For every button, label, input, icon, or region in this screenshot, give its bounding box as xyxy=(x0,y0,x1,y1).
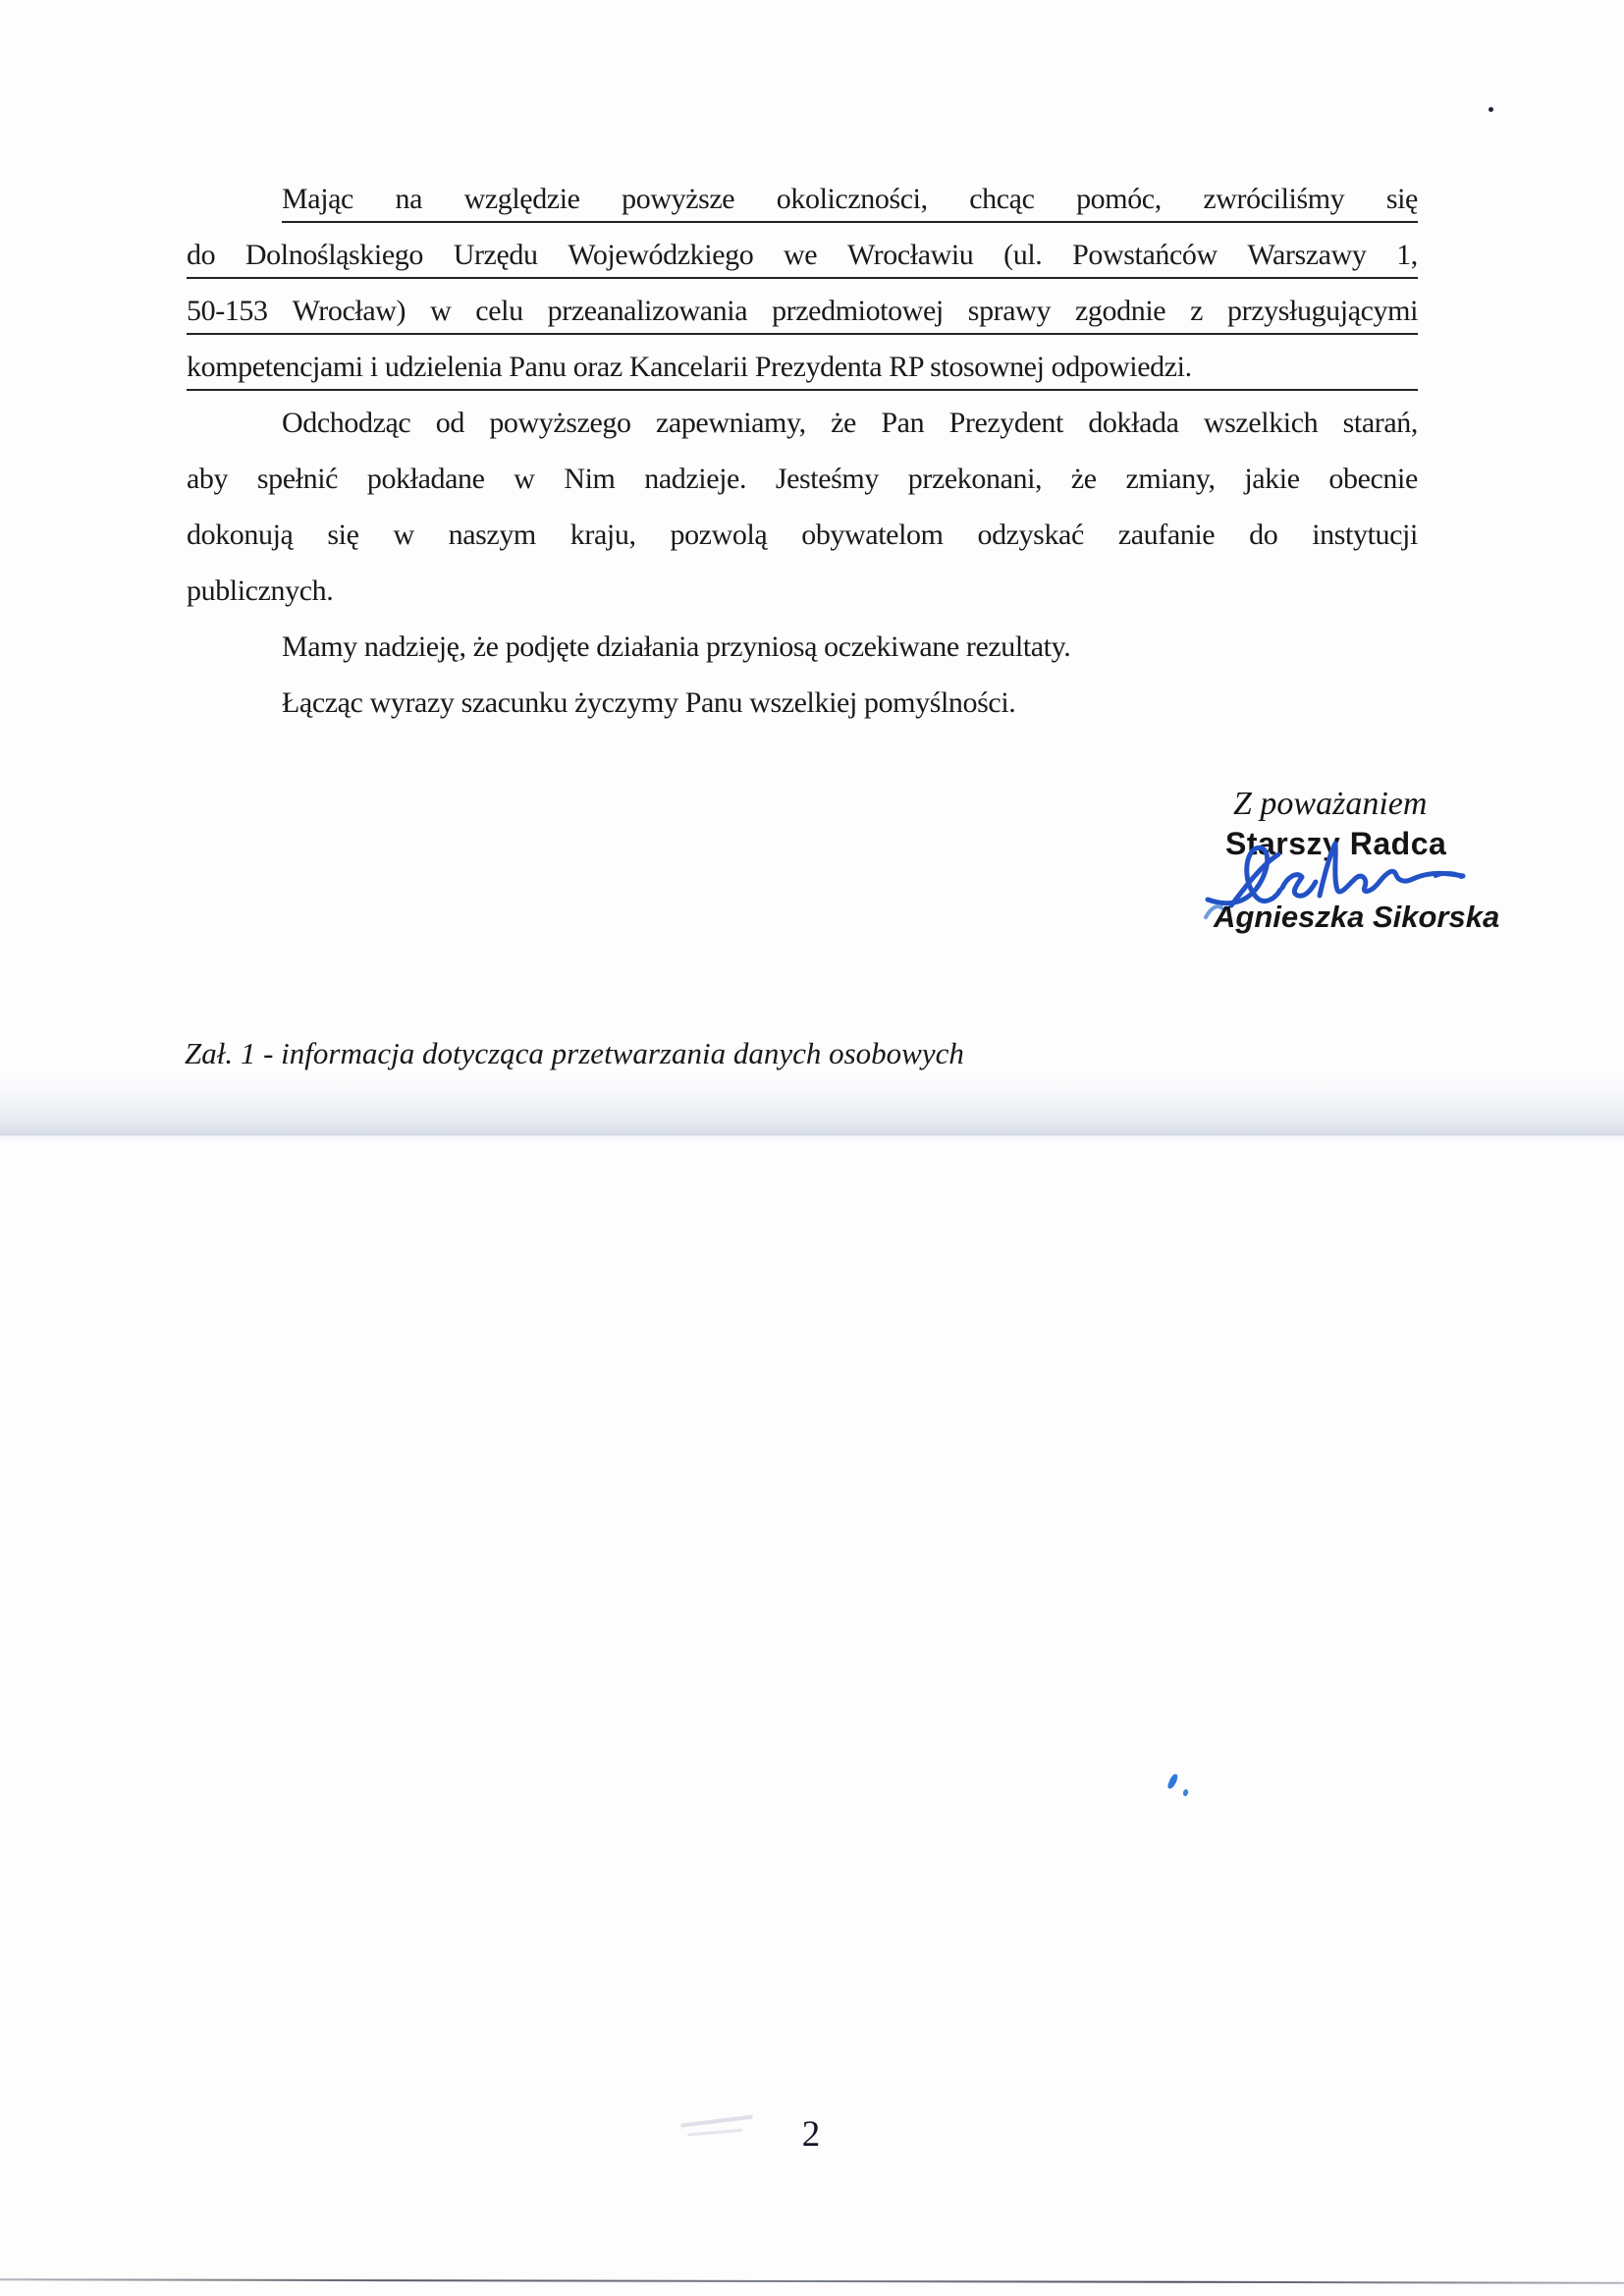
word: pomóc, xyxy=(1076,183,1162,215)
word: względzie xyxy=(463,183,580,215)
word: celu xyxy=(475,295,523,327)
word: kraju, xyxy=(569,519,636,551)
word: na xyxy=(395,183,423,215)
page-number: 2 xyxy=(801,2114,821,2155)
word: chcąc xyxy=(969,183,1035,215)
word: z xyxy=(1190,295,1204,327)
word: Dolnośląskiego xyxy=(244,239,423,271)
word: do xyxy=(187,239,216,271)
word: starań, xyxy=(1342,407,1418,439)
paragraph-line xyxy=(187,517,1418,554)
paragraph xyxy=(187,684,1418,722)
paragraph-line xyxy=(282,405,1418,442)
scan-smudge xyxy=(687,2129,742,2137)
word: powyższego xyxy=(489,407,631,439)
scan-fold-band xyxy=(0,1074,1624,1136)
paragraph-line xyxy=(282,684,1418,722)
attachment-note: Zał. 1 - informacja dotycząca przetwarzania danych osobowych xyxy=(185,1036,964,1070)
word: Prezydent xyxy=(948,407,1063,439)
word: naszym xyxy=(448,519,536,551)
word: Nim xyxy=(564,463,616,495)
word: Odchodząc xyxy=(282,407,411,439)
word: Wojewódzkiego xyxy=(568,239,754,271)
word: w xyxy=(430,295,452,327)
scan-smudge xyxy=(680,2115,753,2128)
word: 1, xyxy=(1396,239,1418,271)
word: przeanalizowania xyxy=(547,295,748,327)
word: dokonują xyxy=(187,519,294,551)
word: (ul. xyxy=(1003,239,1043,271)
ink-speck xyxy=(1166,1773,1178,1789)
paragraph xyxy=(187,405,1418,610)
word: Urzędu xyxy=(453,239,538,271)
word: przekonani, xyxy=(907,463,1043,495)
paragraph-line xyxy=(187,293,1418,335)
paragraph xyxy=(187,629,1418,666)
word: Pan xyxy=(881,407,925,439)
word: Jesteśmy xyxy=(775,463,879,495)
word: okoliczności, xyxy=(776,183,928,215)
word: dokłada xyxy=(1088,407,1179,439)
signatory-name: Agnieszka Sikorska xyxy=(1214,900,1500,934)
word: do xyxy=(1249,519,1278,551)
word: wszelkich xyxy=(1203,407,1319,439)
word: że xyxy=(831,407,856,439)
line-text: kompetencjami i udzielenia Panu oraz Kancelarii Prezydenta RP stosownej odpowiedzi. xyxy=(187,351,1192,383)
word: spełnić xyxy=(256,463,339,495)
paragraph-line xyxy=(282,629,1418,666)
word: zaufanie xyxy=(1117,519,1216,551)
word: zgodnie xyxy=(1075,295,1166,327)
line-text: publicznych. xyxy=(187,574,334,607)
line-text: Mamy nadzieję, że podjęte działania przyniosą oczekiwane rezultaty. xyxy=(282,630,1071,663)
signatory-title: Starszy Radca xyxy=(1225,826,1447,861)
word: obywatelom xyxy=(801,519,944,551)
word: przysługującymi xyxy=(1227,295,1418,327)
word: w xyxy=(393,519,414,551)
paragraph-line xyxy=(282,181,1418,223)
word: zwróciliśmy xyxy=(1203,183,1345,215)
paragraph-line xyxy=(187,461,1418,498)
scan-dot xyxy=(1489,107,1493,112)
word: zapewniamy, xyxy=(656,407,806,439)
word: odzyskać xyxy=(977,519,1084,551)
word: zmiany, xyxy=(1125,463,1216,495)
word: instytucji xyxy=(1312,519,1418,551)
word: obecnie xyxy=(1328,463,1418,495)
word: sprawy xyxy=(967,295,1052,327)
word: przedmiotowej xyxy=(772,295,944,327)
word: we xyxy=(784,239,818,271)
word: pokładane xyxy=(366,463,485,495)
word: pozwolą xyxy=(670,519,768,551)
paragraph-line xyxy=(187,349,1418,391)
line-text: Łącząc wyrazy szacunku życzymy Panu wszelkiej pomyślności. xyxy=(282,686,1016,719)
closing-block xyxy=(1216,786,1500,943)
word: w xyxy=(514,463,535,495)
word: powyższe xyxy=(622,183,735,215)
valediction: Z poważaniem xyxy=(1233,786,1428,822)
word: Warszawy xyxy=(1247,239,1367,271)
word: się xyxy=(327,519,359,551)
paragraph-line xyxy=(187,237,1418,279)
word: jakie xyxy=(1244,463,1300,495)
word: że xyxy=(1070,463,1097,495)
scan-bottom-line xyxy=(0,2278,1624,2283)
word: 50-153 xyxy=(187,295,268,327)
word: nadzieje. xyxy=(644,463,747,495)
word: aby xyxy=(187,463,229,495)
ink-speck xyxy=(1182,1788,1189,1796)
word: Powstańców xyxy=(1072,239,1218,271)
letter-body xyxy=(187,181,1418,740)
word: Mając xyxy=(282,183,353,215)
word: się xyxy=(1385,183,1418,215)
word: od xyxy=(435,407,464,439)
word: Wrocławiu xyxy=(846,239,974,271)
paragraph-line xyxy=(187,573,1418,610)
paragraph xyxy=(187,181,1418,391)
word: Wrocław) xyxy=(292,295,406,327)
